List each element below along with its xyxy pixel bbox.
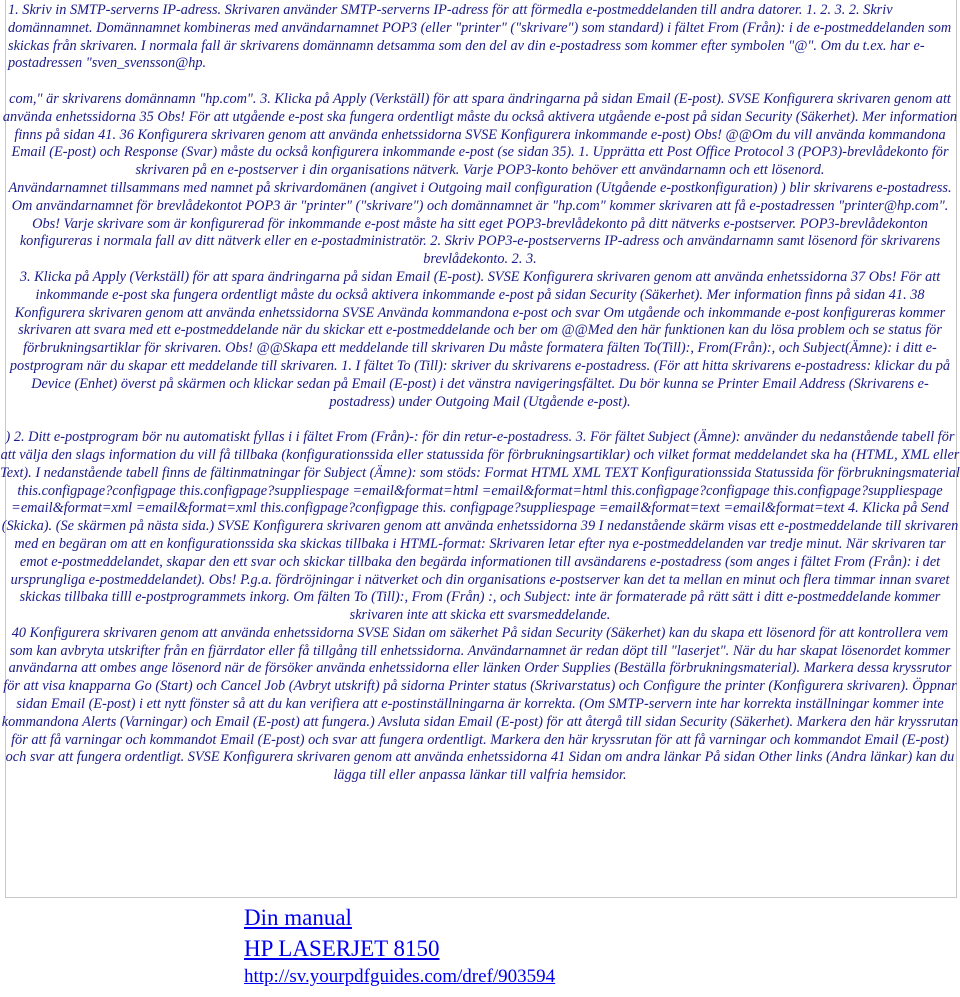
paragraph-4: 3. Klicka på Apply (Verkställ) för att spara ändringarna på sidan Email (E-post). SVSE Konfigurera skrivaren genom att använda enhetssidorna 37 Obs! För att inkommande e-post ska fungera ordentligt måste du också aktivera inkommande e-post på sidan Security (Säkerhet). Mer information finns på sidan 41. 38 Konfigurera skrivaren genom att använda enhetssidorna SVSE Använda kommandona e-post och svar Om utgående och inkommande e-post konfigureras kommer skrivaren att svara med ett e-postmeddelande när du skickar ett e-postmeddelande och ber om @@Med den här funktionen kan du lösa problem och se status för förbrukningsartiklar för skrivaren. Obs! @@Skapa ett meddelande till skrivaren Du måste formatera fälten To(Till):, From(Från):, och Subject(Ämne): i ditt e-postprogram när du skapar ett meddelande till skrivaren. 1. I fältet To (Till): skriver du skrivarens e-postadress. (För att hitta skrivarens e-postadress: klickar du på Device (Enhet) överst på skärmen och klickar sedan på Email (E-post) i det vänstra navigeringsfältet. Du bör kunna se Printer Email Address (Skrivarens e-postadress) under Outgoing Mail (Utgående e-post).: [9, 268, 951, 410]
footer-links: [244, 902, 555, 990]
manual-link[interactable]: Din manual: [244, 905, 352, 930]
paragraph-3: Användarnamnet tillsammans med namnet på skrivardomänen (angivet i Outgoing mail configuration (Utgående e-postkonfiguration) ) blir skrivarens e-postadress. Om användarnamnet för brevlådekontot POP3 är "printer" ("skrivare") och domännamnet är "hp.com" kommer skrivaren att få e-postadressen "printer@hp.com". Obs! Varje skrivare som är konfigurerad för inkommande e-post måste ha sitt eget POP3-brevlådekonto på ditt nätverks e-postserver. POP3-brevlådekonton konfigureras i normala fall av ditt nätverk eller en e-postadministratör. 2. Skriv POP3-e-postserverns IP-adress och användarnamn samt lösenord för skrivarens brevlådekonto. 2. 3.: [8, 179, 952, 268]
product-link[interactable]: HP LASERJET 8150: [244, 936, 440, 961]
paragraph-5: ) 2. Ditt e-postprogram bör nu automatiskt fyllas i i fältet From (Från)-: för din retur-e-postadress. 3. För fältet Subject (Ämne): använder du nedanstående tabell för att välja den slags information du vill få tillbaka (konfigurationssida eller statussida för förbrukningsartiklar) och vilket format meddelandet ska ha (HTML, XML eller Text). I nedanstående tabell finns de fältinmatningar för Subject (Ämne): som stöds: Format HTML XML TEXT Konfigurationssida Statussida för förbrukningsmaterial this.configpage?configpage this.configpage?suppliespage =email&format=html =email&format=html this.configpage?configpage this.configpage?suppliespage =email&format=xml =email&format=xml this.configpage?configpage this. configpage?suppliespage =email&format=text =email&format=text 4. Klicka på Send (Skicka). (Se skärmen på nästa sida.) SVSE Konfigurera skrivaren genom att använda enhetssidorna 39 I nedanstående skärm visas ett e-postmeddelande till skrivaren med en begäran om att en konfigurationssida ska skickas tillbaka i HTML-format: Skrivaren letar efter nya e-postmeddelanden var tredje minut. När skrivaren tar emot e-postmeddelandet, skapar den ett svar och skickar tillbaka den begärda informationen till avsändarens e-postadress (som anges i fältet From (Från): i det ursprungliga e-postmeddelandet). Obs! P.g.a. fördröjningar i nätverket och din organisations e-postserver kan det ta mellan en minut och flera timmar innan svaret skickas tillbaka tilll e-postprogrammets inkorg. Om fälten To (Till):, From (Från) :, och Subject: inte är formaterade på rätt sätt i ditt e-postmeddelande kommer skrivaren inte att skicka ett svarsmeddelande.: [0, 429, 960, 624]
paragraph-2: com," är skrivarens domännamn "hp.com". 3. Klicka på Apply (Verkställ) för att spara ändringarna på sidan Email (E-post). SVSE Konfigurera skrivaren genom att använda enhetssidorna 35 Obs! För att utgående e-post ska fungera ordentligt måste du också aktivera utgående e-post på sidan Security (Säkerhet). Mer information finns på sidan 41. 36 Konfigurera skrivaren genom att använda enhetssidorna SVSE Konfigurera inkommande e-post) Obs! @@Om du vill använda kommandona Email (E-post) och Response (Svar) måste du också konfigurera inkommande e-post (se sidan 35). 1. Upprätta ett Post Office Protocol 3 (POP3)-brevlådekonto för skrivaren på en e-postserver i din organisations nätverk. Varje POP3-konto behöver ett användarnamn och ett lösenord.: [2, 90, 958, 179]
paragraph-1: 1. Skriv in SMTP-serverns IP-adress. Skrivaren använder SMTP-serverns IP-adress för att förmedla e-postmeddelanden till andra datorer. 1. 2. 3. 2. Skriv domännamnet. Domännamnet kombineras med användarnamnet POP3 (eller "printer" ("skrivare") som standard) i fältet From (Från): i de e-postmeddelanden som skickas från skrivaren. I normala fall är skrivarens domännamn detsamma som den del av din e-postadress som kommer efter symbolen "@". Om du t.ex. har e-postadressen "sven_svensson@hp.: [8, 2, 952, 72]
manual-text: [0, 2, 960, 785]
paragraph-6: 40 Konfigurera skrivaren genom att använda enhetssidorna SVSE Sidan om säkerhet På sidan Security (Säkerhet) kan du skapa ett lösenord för att kontrollera vem som kan avbryta utskrifter från en fjärrdator eller få tillgång till enhetssidorna. Användarnamnet är redan döpt till "laserjet". När du har skapat lösenordet kommer användarna att ombes ange lösenord när de försöker använda enhetssidorna eller länken Order Supplies (Beställa förbrukningsmaterial). Markera dessa kryssrutor för att visa knapparna Go (Start) och Cancel Job (Avbryt utskrift) på sidorna Printer status (Skrivarstatus) och Configure the printer (Konfigurera skrivaren). Öppnar sidan Email (E-post) i ett nytt fönster så att du kan verifiera att e-postinställningarna är korrekta. (Om SMTP-servern inte har korrekta inställningar kommer inte kommandona Alerts (Varningar) och Email (E-post) att fungera.) Avsluta sidan Email (E-post) för att återgå till sidan Security (Säkerhet). Markera den här kryssrutan för att få varningar och kommandot Email (E-post) och svar att fungera ordentligt. Markera den här kryssrutan för att få varningar och kommandot Email (E-post) och svar att fungera ordentligt. SVSE Konfigurera skrivaren genom att använda enhetssidorna 41 Sidan om andra länkar På sidan Other links (Andra länkar) kan du lägga till eller anpassa länkar till valfria hemsidor.: [1, 624, 959, 784]
url-link[interactable]: http://sv.yourpdfguides.com/dref/903594: [244, 966, 556, 987]
